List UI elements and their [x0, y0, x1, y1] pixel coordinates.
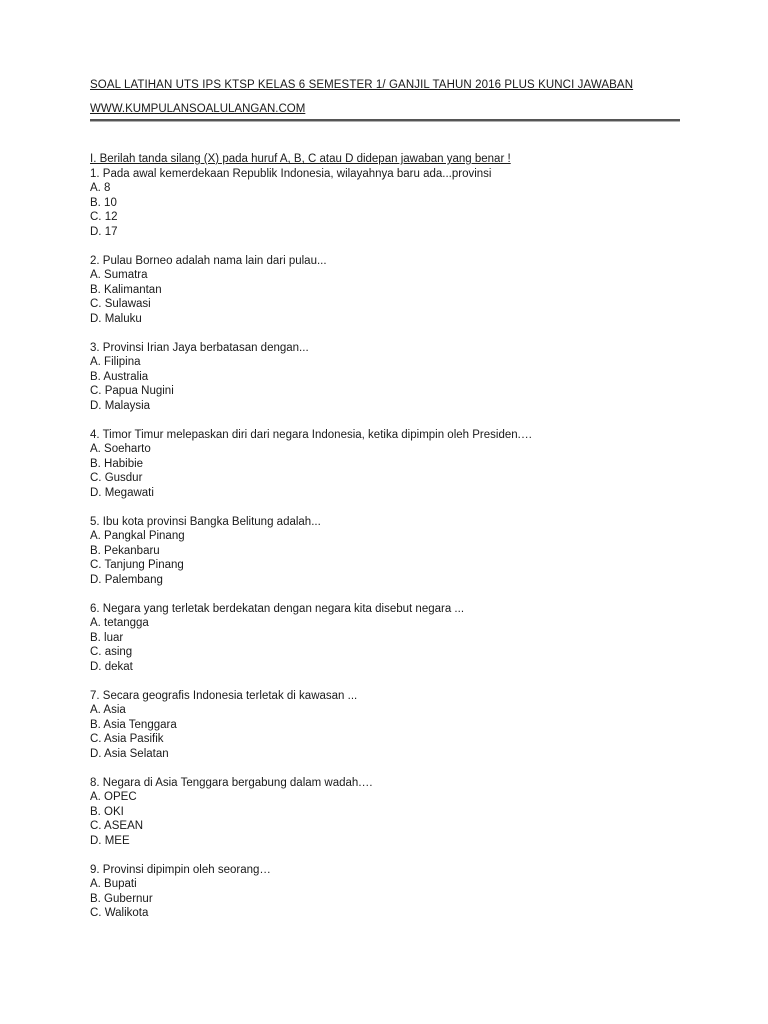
document-title: SOAL LATIHAN UTS IPS KTSP KELAS 6 SEMESTER 1/ GANJIL TAHUN 2016 PLUS KUNCI JAWABAN: [90, 79, 634, 91]
question-1: [90, 167, 682, 240]
question-6: [90, 602, 682, 675]
answer-option: B. luar: [90, 631, 124, 644]
question-text: 9. Provinsi dipimpin oleh seorang…: [90, 863, 271, 876]
question-text: 8. Negara di Asia Tenggara bergabung dalam wadah.…: [90, 776, 374, 789]
answer-option: C. Sulawasi: [90, 298, 151, 310]
answer-option: D. dekat: [90, 660, 133, 673]
question-2: [90, 254, 682, 327]
answer-option: C. Gusdur: [90, 472, 143, 484]
question-5: [90, 515, 682, 588]
answer-option: A. Pangkal Pinang: [90, 530, 185, 542]
answer-option: A. Asia: [90, 704, 126, 716]
question-text: 5. Ibu kota provinsi Bangka Belitung adalah...: [90, 515, 321, 528]
question-4: [90, 428, 682, 501]
question-text: 4. Timor Timur melepaskan diri dari negara Indonesia, ketika dipimpin oleh Presiden.…: [90, 428, 533, 441]
question-9: [90, 863, 682, 921]
answer-option: B. 10: [90, 196, 117, 209]
question-8: [90, 776, 682, 849]
answer-option: C. Walikota: [90, 907, 149, 919]
answer-option: B. Australia: [90, 370, 149, 383]
question-7: [90, 689, 682, 762]
question-3: [90, 341, 682, 414]
header-divider: [90, 119, 680, 122]
answer-option: B. OKI: [90, 805, 124, 818]
answer-option: D. Malaysia: [90, 399, 151, 412]
answer-option: B. Gubernur: [90, 892, 153, 905]
answer-option: D. Maluku: [90, 312, 142, 325]
answer-option: D. MEE: [90, 834, 130, 847]
answer-option: D. 17: [90, 225, 118, 238]
answer-option: A. OPEC: [90, 791, 137, 803]
answer-option: A. Sumatra: [90, 269, 148, 281]
website-link[interactable]: WWW.KUMPULANSOALULANGAN.COM: [90, 102, 306, 115]
answer-option: C. Papua Nugini: [90, 385, 174, 397]
question-text: 2. Pulau Borneo adalah nama lain dari pulau...: [90, 254, 327, 267]
document-page: [90, 78, 682, 935]
answer-option: B. Habibie: [90, 457, 144, 470]
answer-option: B. Asia Tenggara: [90, 718, 177, 731]
question-text: 6. Negara yang terletak berdekatan dengan negara kita disebut negara ...: [90, 602, 465, 615]
question-text: 3. Provinsi Irian Jaya berbatasan dengan...: [90, 341, 309, 354]
question-text: 1. Pada awal kemerdekaan Republik Indonesia, wilayahnya baru ada...provinsi: [90, 167, 492, 180]
answer-option: C. ASEAN: [90, 820, 144, 832]
question-list: [90, 167, 682, 921]
answer-option: A. Bupati: [90, 878, 137, 890]
answer-option: A. tetangga: [90, 617, 149, 629]
answer-option: B. Pekanbaru: [90, 544, 160, 557]
answer-option: C. asing: [90, 646, 133, 658]
instruction-text: I. Berilah tanda silang (X) pada huruf A, B, C atau D didepan jawaban yang benar !: [90, 153, 511, 165]
answer-option: C. 12: [90, 211, 118, 223]
answer-option: C. Tanjung Pinang: [90, 559, 184, 571]
answer-option: A. Filipina: [90, 356, 141, 368]
answer-option: A. Soeharto: [90, 443, 151, 455]
answer-option: D. Asia Selatan: [90, 747, 169, 760]
answer-option: D. Megawati: [90, 486, 154, 499]
answer-option: D. Palembang: [90, 573, 163, 586]
answer-option: C. Asia Pasifik: [90, 733, 164, 745]
question-text: 7. Secara geografis Indonesia terletak di kawasan ...: [90, 689, 358, 702]
answer-option: A. 8: [90, 182, 111, 194]
answer-option: B. Kalimantan: [90, 283, 162, 296]
